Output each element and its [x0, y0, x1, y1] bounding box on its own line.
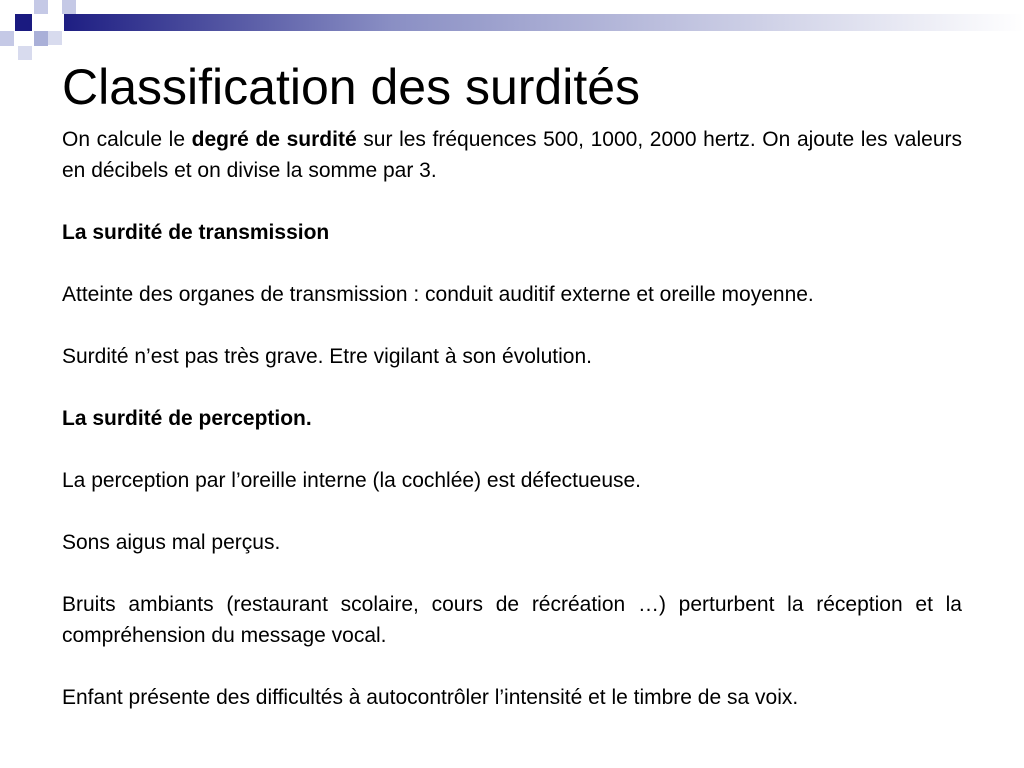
- transmission-paragraph-1: Atteinte des organes de transmission : conduit auditif externe et oreille moyenne.: [62, 283, 814, 306]
- intro-text-end: sur les fréquences 500, 1000, 2000 hertz. On ajoute les valeurs en décibels et on divise la somme par 3.: [62, 128, 962, 182]
- deco-square: [62, 0, 76, 14]
- slide-title: Classification des surdités: [62, 59, 641, 115]
- deco-square: [34, 0, 48, 14]
- perception-paragraph-1: La perception par l’oreille interne (la cochlée) est défectueuse.: [62, 469, 642, 492]
- deco-square: [15, 14, 32, 31]
- deco-square: [0, 0, 15, 15]
- intro-bold-term: degré de surdité: [191, 128, 357, 151]
- perception-heading: La surdité de perception.: [62, 407, 312, 430]
- deco-square: [48, 14, 64, 31]
- deco-square: [34, 31, 48, 46]
- transmission-heading: La surdité de transmission: [62, 221, 330, 244]
- perception-paragraph-3: Bruits ambiants (restaurant scolaire, cours de récréation …) perturbent la réception et la compréhension du message vocal.: [62, 593, 962, 647]
- perception-paragraph-4: Enfant présente des difficultés à autocontrôler l’intensité et le timbre de sa voix.: [62, 686, 799, 709]
- intro-text-start: On calcule le: [62, 128, 192, 151]
- header-gradient-band: [52, 14, 1024, 31]
- slide-body: [62, 124, 962, 713]
- deco-square: [18, 46, 32, 60]
- intro-paragraph: [62, 124, 962, 186]
- deco-square: [48, 31, 62, 45]
- perception-paragraph-2: Sons aigus mal perçus.: [62, 531, 281, 554]
- deco-square: [0, 31, 14, 46]
- transmission-paragraph-2: Surdité n’est pas très grave. Etre vigilant à son évolution.: [62, 345, 592, 368]
